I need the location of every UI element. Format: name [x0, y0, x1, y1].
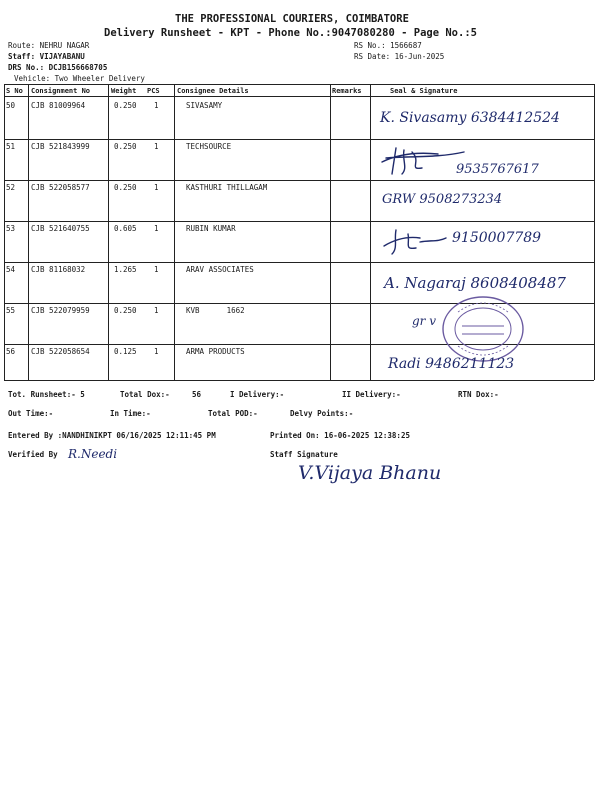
table-row-consignee: KASTHURI THILLAGAM: [186, 183, 268, 192]
table-row-sno: 55: [6, 306, 16, 315]
column-header-consignee: Consignee Details: [177, 87, 249, 95]
table-row-sno: 52: [6, 183, 16, 192]
verified-by-label: Verified By: [8, 450, 58, 459]
total-runsheet: Tot. Runsheet:- 5: [8, 390, 85, 399]
column-divider: [594, 84, 595, 380]
rs-date: RS Date: 16-Jun-2025: [354, 52, 445, 61]
table-row-consignee: KVB 1662: [186, 306, 245, 315]
table-row-sno: 53: [6, 224, 16, 233]
total-dox-label: Total Dox:-: [120, 390, 170, 399]
table-row-sno: 51: [6, 142, 16, 151]
handwritten-phone: 9535767617: [456, 162, 539, 177]
table-row-consignee: RUBIN KUMAR: [186, 224, 236, 233]
table-row-pcs: 1: [154, 142, 159, 151]
signature-scribble-icon: [378, 144, 468, 178]
delvy-points: Delvy Points:-: [290, 409, 354, 418]
table-row-consignment: CJB 81009964: [31, 101, 86, 110]
handwritten-signature: Radi 9486211123: [388, 356, 515, 372]
column-header-remarks: Remarks: [332, 87, 362, 95]
table-row-consignment: CJB 522079959: [31, 306, 90, 315]
column-divider: [174, 84, 175, 380]
table-row-weight: 0.125: [114, 347, 137, 356]
column-divider: [108, 84, 109, 380]
table-row-weight: 0.250: [114, 306, 137, 315]
row-divider: [4, 221, 594, 222]
staff-signature: V.Vijaya Bhanu: [298, 462, 442, 484]
table-row-sno: 50: [6, 101, 16, 110]
table-row-consignee: TECHSOURCE: [186, 142, 232, 151]
table-row-pcs: 1: [154, 347, 159, 356]
total-dox-value: 56: [192, 390, 202, 399]
table-row-pcs: 1: [154, 306, 159, 315]
staff-signature-label: Staff Signature: [270, 450, 338, 459]
route-label: Route: NEHRU NAGAR: [8, 41, 90, 50]
entered-by: Entered By :NANDHINIKPT 06/16/2025 12:11:45 PM: [8, 431, 216, 440]
table-row-pcs: 1: [154, 183, 159, 192]
row-divider: [4, 262, 594, 263]
verified-by-signature: R.Needi: [68, 447, 118, 461]
rs-number: RS No.: 1566687: [354, 41, 422, 50]
table-row-consignee: ARAV ASSOCIATES: [186, 265, 254, 274]
printed-on: Printed On: 16-06-2025 12:38:25: [270, 431, 410, 440]
table-row-sno: 56: [6, 347, 16, 356]
table-row-weight: 0.250: [114, 183, 137, 192]
signature-scribble-icon: [380, 226, 450, 256]
bank-seal-stamp-icon: [440, 294, 526, 364]
table-row-weight: 0.250: [114, 142, 137, 151]
table-header-divider: [4, 96, 594, 97]
table-row-consignment: CJB 522058654: [31, 347, 90, 356]
column-divider: [330, 84, 331, 380]
in-time: In Time:-: [110, 409, 151, 418]
table-row-weight: 0.250: [114, 101, 137, 110]
table-row-weight: 1.265: [114, 265, 137, 274]
column-header-consignment: Consignment No: [31, 87, 91, 95]
row-divider: [4, 180, 594, 181]
table-row-consignment: CJB 521640755: [31, 224, 90, 233]
column-header-weight: Weight: [111, 87, 137, 95]
table-row-consignment: CJB 522058577: [31, 183, 90, 192]
column-header-pcs: PCS: [147, 87, 160, 95]
handwritten-signature: gr v: [412, 314, 437, 328]
handwritten-signature: GRW 9508273234: [382, 192, 503, 207]
column-header-sno: S No: [6, 87, 23, 95]
vehicle-label: Vehicle: Two Wheeler Delivery: [14, 74, 145, 83]
table-border-top: [4, 84, 594, 85]
document-title: THE PROFESSIONAL COURIERS, COIMBATORE: [175, 13, 409, 25]
document-subtitle: Delivery Runsheet - KPT - Phone No.:9047080280 - Page No.:5: [104, 27, 477, 39]
table-row-consignee: ARMA PRODUCTS: [186, 347, 245, 356]
table-row-weight: 0.605: [114, 224, 137, 233]
i-delivery: I Delivery:-: [230, 390, 285, 399]
table-row-consignment: CJB 81168032: [31, 265, 86, 274]
table-row-pcs: 1: [154, 101, 159, 110]
handwritten-phone: 9150007789: [452, 230, 542, 246]
row-divider: [4, 139, 594, 140]
handwritten-signature: A. Nagaraj 8608408487: [384, 274, 566, 292]
ii-delivery: II Delivery:-: [342, 390, 401, 399]
table-border-bottom: [4, 380, 594, 381]
runsheet-table: [4, 84, 594, 380]
column-divider: [28, 84, 29, 380]
table-row-consignee: SIVASAMY: [186, 101, 223, 110]
total-pod: Total POD:-: [208, 409, 258, 418]
table-row-sno: 54: [6, 265, 16, 274]
out-time: Out Time:-: [8, 409, 54, 418]
table-row-pcs: 1: [154, 265, 159, 274]
column-divider: [4, 84, 5, 380]
staff-label: Staff: VIJAYABANU: [8, 52, 85, 61]
table-row-consignment: CJB 521843999: [31, 142, 90, 151]
column-divider: [370, 84, 371, 380]
drs-number: DRS No.: DCJB156668705: [8, 63, 108, 72]
handwritten-signature: K. Sivasamy 6384412524: [380, 110, 560, 126]
table-row-pcs: 1: [154, 224, 159, 233]
column-header-seal-signature: Seal & Signature: [390, 87, 458, 95]
rtn-dox: RTN Dox:-: [458, 390, 499, 399]
